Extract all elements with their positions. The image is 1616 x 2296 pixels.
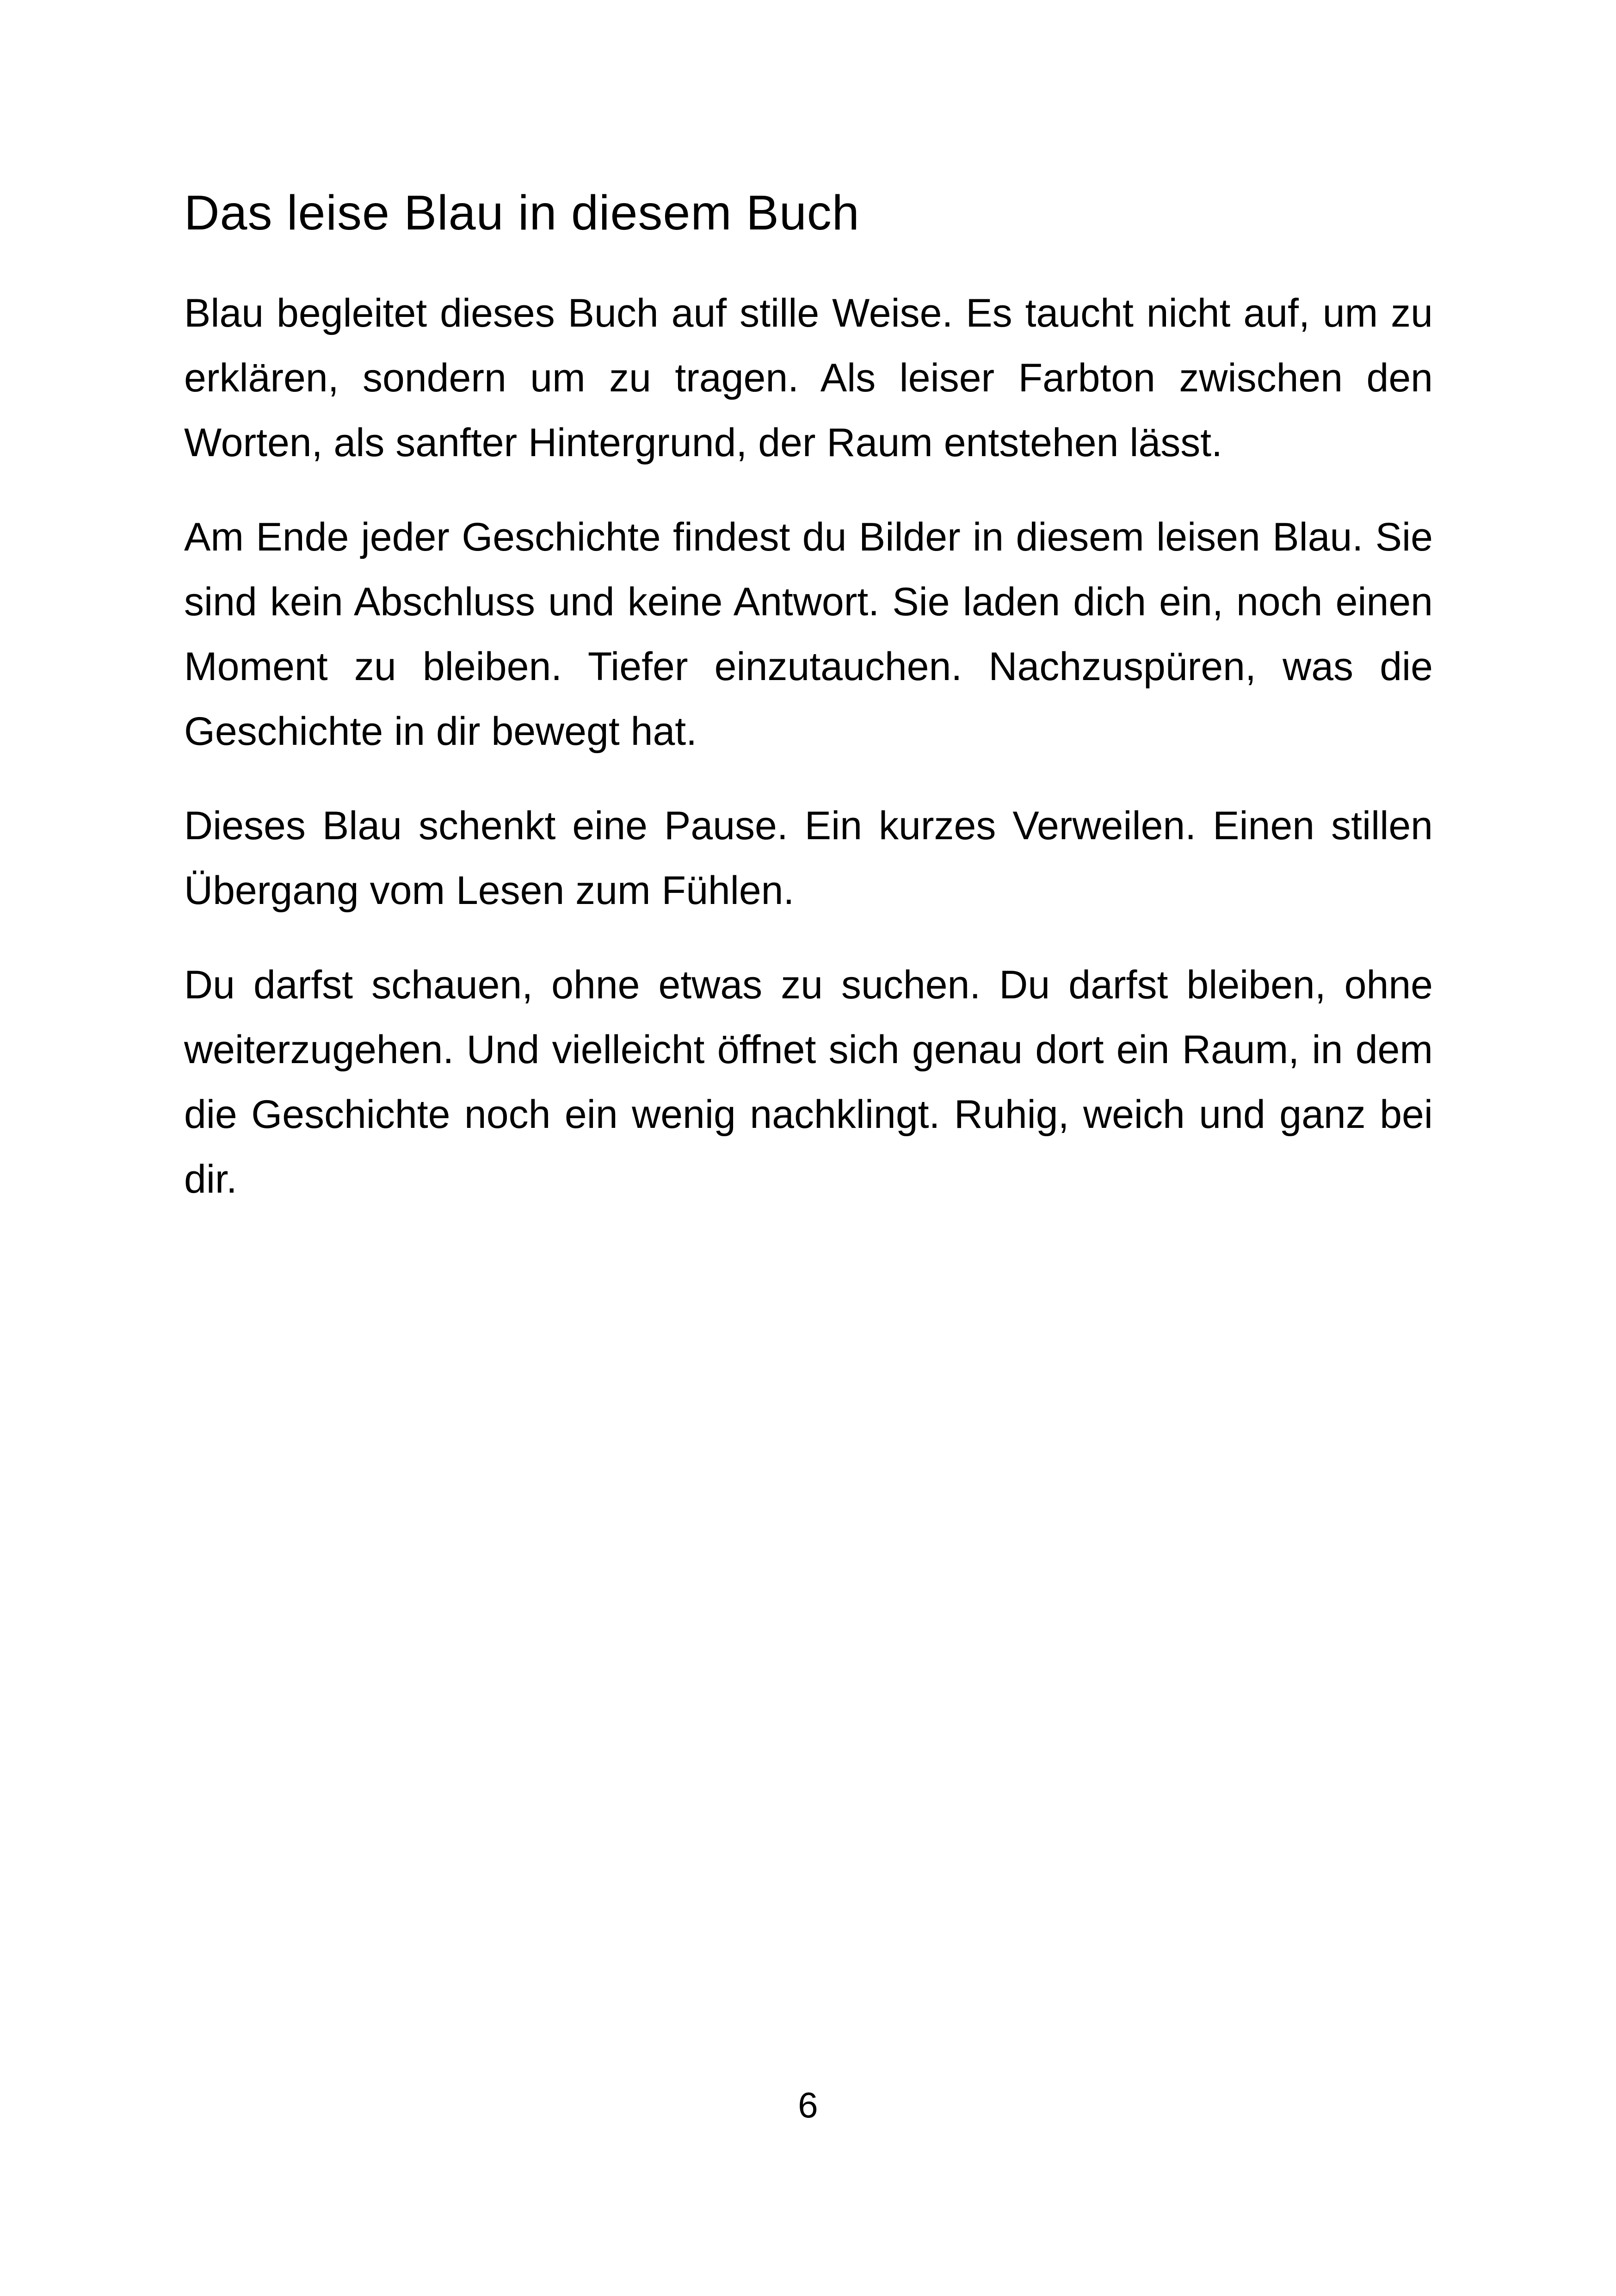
paragraph-4: Du darfst schauen, ohne etwas zu suchen. Du darfst bleiben, ohne weiterzugehen. Und vielleicht öffnet sich genau dort ein Raum, in dem die Geschichte noch ein wenig nachklingt. Ruhig, weich und ganz bei dir. — [184, 963, 1433, 1201]
paragraph-1: Blau begleitet dieses Buch auf stille Weise. Es taucht nicht auf, um zu erklären, sondern um zu tragen. Als leiser Farbton zwischen den Worten, als sanfter Hintergrund, der Raum entstehen lässt. — [184, 291, 1433, 465]
page-title: Das leise Blau in diesem Buch — [184, 186, 860, 240]
page-content — [184, 183, 1433, 1241]
paragraph-2: Am Ende jeder Geschichte findest du Bilder in diesem leisen Blau. Sie sind kein Abschluss und keine Antwort. Sie laden dich ein, noch einen Moment zu bleiben. Tiefer einzutauchen. Nachzuspüren, was die Geschichte in dir bewegt hat. — [184, 515, 1433, 754]
paragraph-3: Dieses Blau schenkt eine Pause. Ein kurzes Verweilen. Einen stillen Übergang vom Lesen zum Fühlen. — [184, 804, 1433, 913]
page-number: 6 — [798, 2085, 818, 2125]
